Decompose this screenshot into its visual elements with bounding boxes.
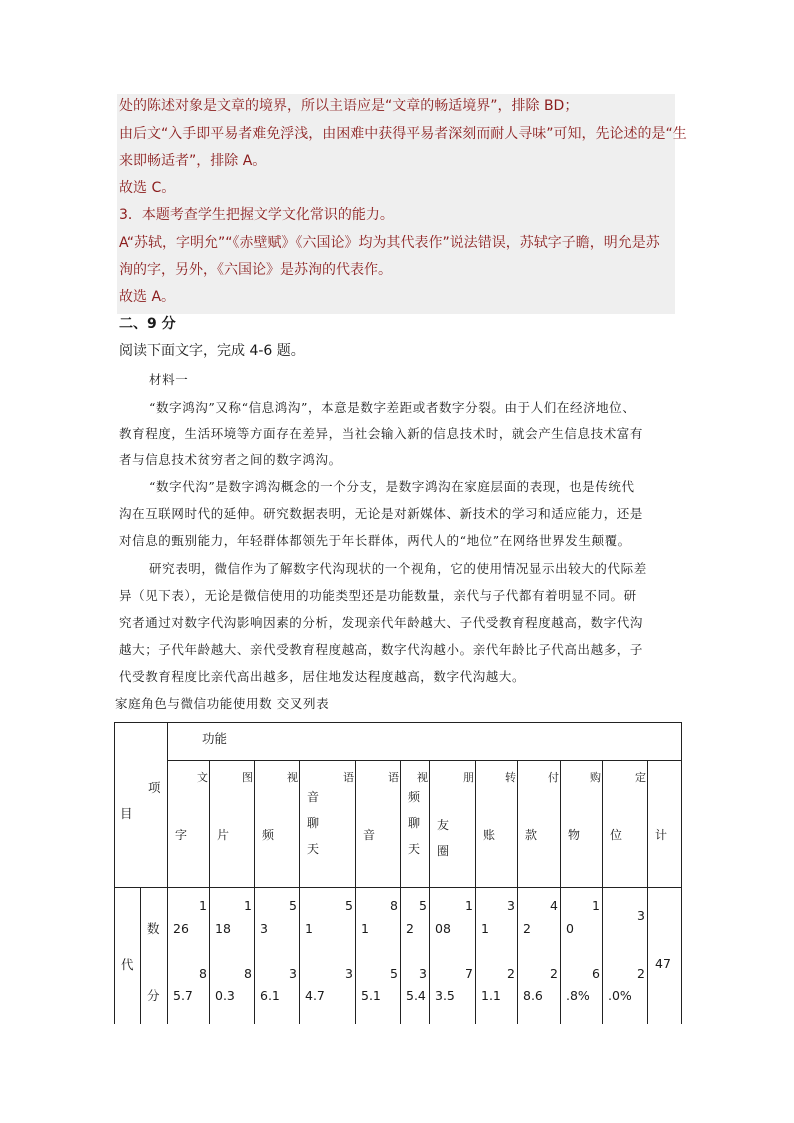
- material-line: 教育程度，生活环境等方面存在差异，当社会输入新的信息技术时，就会产生信息技术富有: [119, 426, 644, 441]
- row-label: 数: [147, 921, 160, 936]
- analysis-line: 由后文“入手即平易者难免浮浅，由困难中获得平易者深刻而耐人寻味”可知，先论述的是“生: [119, 126, 687, 142]
- row1-top-value: 1: [465, 898, 473, 913]
- column-head-top: 朋: [463, 771, 474, 784]
- row2-top-value: 6: [592, 966, 600, 981]
- section-heading: 二、9 分: [119, 316, 176, 332]
- table-rule: [140, 887, 141, 1024]
- table-caption: 家庭角色与微信功能使用数 交叉列表: [115, 696, 330, 711]
- analysis-line: 来即畅适者”，排除 A。: [119, 153, 267, 169]
- row1-top-value: 1: [592, 898, 600, 913]
- column-head-top: 视: [287, 771, 298, 784]
- column-head-label: [483, 822, 495, 848]
- column-head-char: 天: [408, 842, 421, 856]
- material-line: “数字代沟”是数字鸿沟概念的一个分支，是数字鸿沟在家庭层面的表现，也是传统代: [149, 479, 635, 494]
- column-head-char: 位: [610, 828, 623, 842]
- row2-top-value: 2: [550, 966, 558, 981]
- column-head-top: 图: [242, 771, 253, 784]
- analysis-line: 洵的字，另外，《六国论》是苏洵的代表作。: [119, 262, 392, 278]
- column-head-char: 字: [175, 828, 188, 842]
- column-head-char: 计: [655, 828, 668, 842]
- row1-value: 1: [361, 921, 369, 936]
- table-rule: [209, 760, 210, 1024]
- material-line: 越大；子代年龄越大、亲代受教育程度越高，数字代沟越小。亲代年龄比子代高出越多，子: [119, 642, 644, 657]
- row2-value: 0.3: [215, 988, 235, 1003]
- analysis-line: 处的陈述对象是文章的境界，所以主语应是“文章的畅适境界”，排除 BD；: [119, 98, 579, 114]
- row-group-label: 代: [121, 957, 134, 972]
- column-head-char: 音: [307, 790, 320, 804]
- data-table: [114, 722, 682, 1024]
- row2-value: 5.1: [361, 988, 381, 1003]
- row1-value: 3: [260, 921, 268, 936]
- analysis-line: 故选 C。: [119, 180, 176, 196]
- row1-top-value: 5: [419, 898, 427, 913]
- material-line: 对信息的甄别能力，年轻群体都领先于年长群体，两代人的“地位”在网络世界发生颠覆。: [119, 533, 631, 548]
- table-rule: [560, 760, 561, 1024]
- row1-top-value: 1: [244, 898, 252, 913]
- table-rule: [647, 760, 648, 1024]
- analysis-line: 3．本题考查学生把握文学文化常识的能力。: [119, 207, 394, 223]
- column-head-top: 视: [417, 771, 428, 784]
- table-rule: [299, 760, 300, 1024]
- column-head-label: [408, 784, 420, 862]
- row1-top-value: 5: [345, 898, 353, 913]
- row2-value: 3.5: [435, 988, 455, 1003]
- row2-value: 8.6: [523, 988, 543, 1003]
- table-rule: [400, 760, 401, 1024]
- row2-value: .8%: [566, 988, 590, 1003]
- column-head-char: 物: [568, 828, 581, 842]
- row1-value: 08: [435, 921, 451, 936]
- analysis-line: A“苏轼，字明允”“《赤壁赋》《六国论》均为其代表作”说法错误，苏轼字子瞻，明允是苏: [119, 235, 660, 251]
- row2-value: 1.1: [481, 988, 501, 1003]
- column-head-label: [175, 822, 187, 848]
- row1-top-value: 3: [507, 898, 515, 913]
- column-head-char: 聊: [408, 816, 421, 830]
- header-function: 功能: [202, 731, 228, 746]
- table-rule: [114, 887, 682, 888]
- material-line: 沟在互联网时代的延伸。研究数据表明，无论是对新媒体、新技术的学习和适应能力，还是: [119, 506, 644, 521]
- row2-top-value: 3: [419, 966, 427, 981]
- column-head-char: 音: [363, 828, 376, 842]
- column-head-top: 付: [548, 771, 559, 784]
- column-head-label: [217, 822, 229, 848]
- row2-top-value: 8: [199, 966, 207, 981]
- material-title: 材料一: [149, 372, 189, 387]
- corner-top: 项: [148, 780, 161, 795]
- column-head-char: 聊: [307, 816, 320, 830]
- row2-value: 5.4: [406, 988, 426, 1003]
- material-line: 研究表明，微信作为了解数字代沟现状的一个视角，它的使用情况显示出较大的代际差: [149, 561, 647, 576]
- row2-top-value: 47: [655, 956, 671, 971]
- table-rule: [429, 760, 430, 1024]
- column-head-char: 频: [408, 790, 421, 804]
- row-label: 分: [147, 988, 160, 1003]
- table-rule: [475, 760, 476, 1024]
- column-head-char: 片: [217, 828, 230, 842]
- column-head-char: 友: [437, 818, 450, 832]
- row1-value: 1: [481, 921, 489, 936]
- corner-bottom: 目: [120, 806, 133, 821]
- column-head-label: [610, 822, 622, 848]
- column-head-top: 定: [635, 771, 646, 784]
- table-rule: [602, 760, 603, 1024]
- table-rule: [254, 760, 255, 1024]
- column-head-label: [655, 822, 667, 848]
- column-head-label: [307, 784, 319, 862]
- row2-top-value: 2: [507, 966, 515, 981]
- row1-top-value: 8: [390, 898, 398, 913]
- column-head-top: 语: [388, 771, 399, 784]
- table-rule: [114, 722, 682, 723]
- row1-top-value: 4: [550, 898, 558, 913]
- column-head-top: 语: [343, 771, 354, 784]
- table-rule: [355, 760, 356, 1024]
- column-head-char: 账: [483, 828, 496, 842]
- row1-value: 2: [406, 921, 414, 936]
- material-line: 者与信息技术贫穷者之间的数字鸿沟。: [119, 452, 342, 467]
- column-head-label: [363, 822, 375, 848]
- table-rule: [517, 760, 518, 1024]
- table-rule: [681, 722, 682, 1024]
- column-head-top: 转: [505, 771, 516, 784]
- section-instruction: 阅读下面文字，完成 4-6 题。: [119, 343, 305, 359]
- row2-value: 6.1: [260, 988, 280, 1003]
- column-head-char: 款: [525, 828, 538, 842]
- material-line: 代受教育程度比亲代高出越多，居住地发达程度越高，数字代沟越大。: [119, 669, 526, 684]
- row1-top-value: 5: [289, 898, 297, 913]
- row2-top-value: 3: [345, 966, 353, 981]
- row1-value: 26: [173, 921, 189, 936]
- column-head-label: [262, 822, 274, 848]
- material-line: 异（见下表），无论是微信使用的功能类型还是功能数量，亲代与子代都有着明显不同。研: [119, 588, 637, 603]
- row1-value: 18: [215, 921, 231, 936]
- row1-value: 0: [566, 921, 574, 936]
- row1-value: 2: [523, 921, 531, 936]
- column-head-char: 圈: [437, 844, 450, 858]
- row1-top-value: 1: [199, 898, 207, 913]
- material-line: “数字鸿沟”又称“信息鸿沟”，本意是数字差距或者数字分裂。由于人们在经济地位、: [149, 400, 636, 415]
- column-head-label: [568, 822, 580, 848]
- row2-value: .0%: [608, 988, 632, 1003]
- row2-top-value: 3: [289, 966, 297, 981]
- row2-top-value: 2: [637, 966, 645, 981]
- column-head-top: 购: [590, 771, 601, 784]
- row1-value: 1: [305, 921, 313, 936]
- row2-top-value: 5: [390, 966, 398, 981]
- analysis-line: 故选 A。: [119, 289, 176, 305]
- row2-value: 5.7: [173, 988, 193, 1003]
- row1-top-value: 3: [637, 908, 645, 923]
- column-head-label: [437, 812, 449, 864]
- column-head-label: [525, 822, 537, 848]
- column-head-top: 文: [197, 771, 208, 784]
- row2-top-value: 8: [244, 966, 252, 981]
- table-rule: [167, 722, 168, 1024]
- table-rule: [114, 722, 115, 1024]
- row2-value: 4.7: [305, 988, 325, 1003]
- column-head-char: 频: [262, 828, 275, 842]
- column-head-char: 天: [307, 842, 320, 856]
- table-rule: [167, 760, 682, 761]
- row2-top-value: 7: [465, 966, 473, 981]
- material-line: 究者通过对数字代沟影响因素的分析，发现亲代年龄越大、子代受教育程度越高，数字代沟: [119, 615, 644, 630]
